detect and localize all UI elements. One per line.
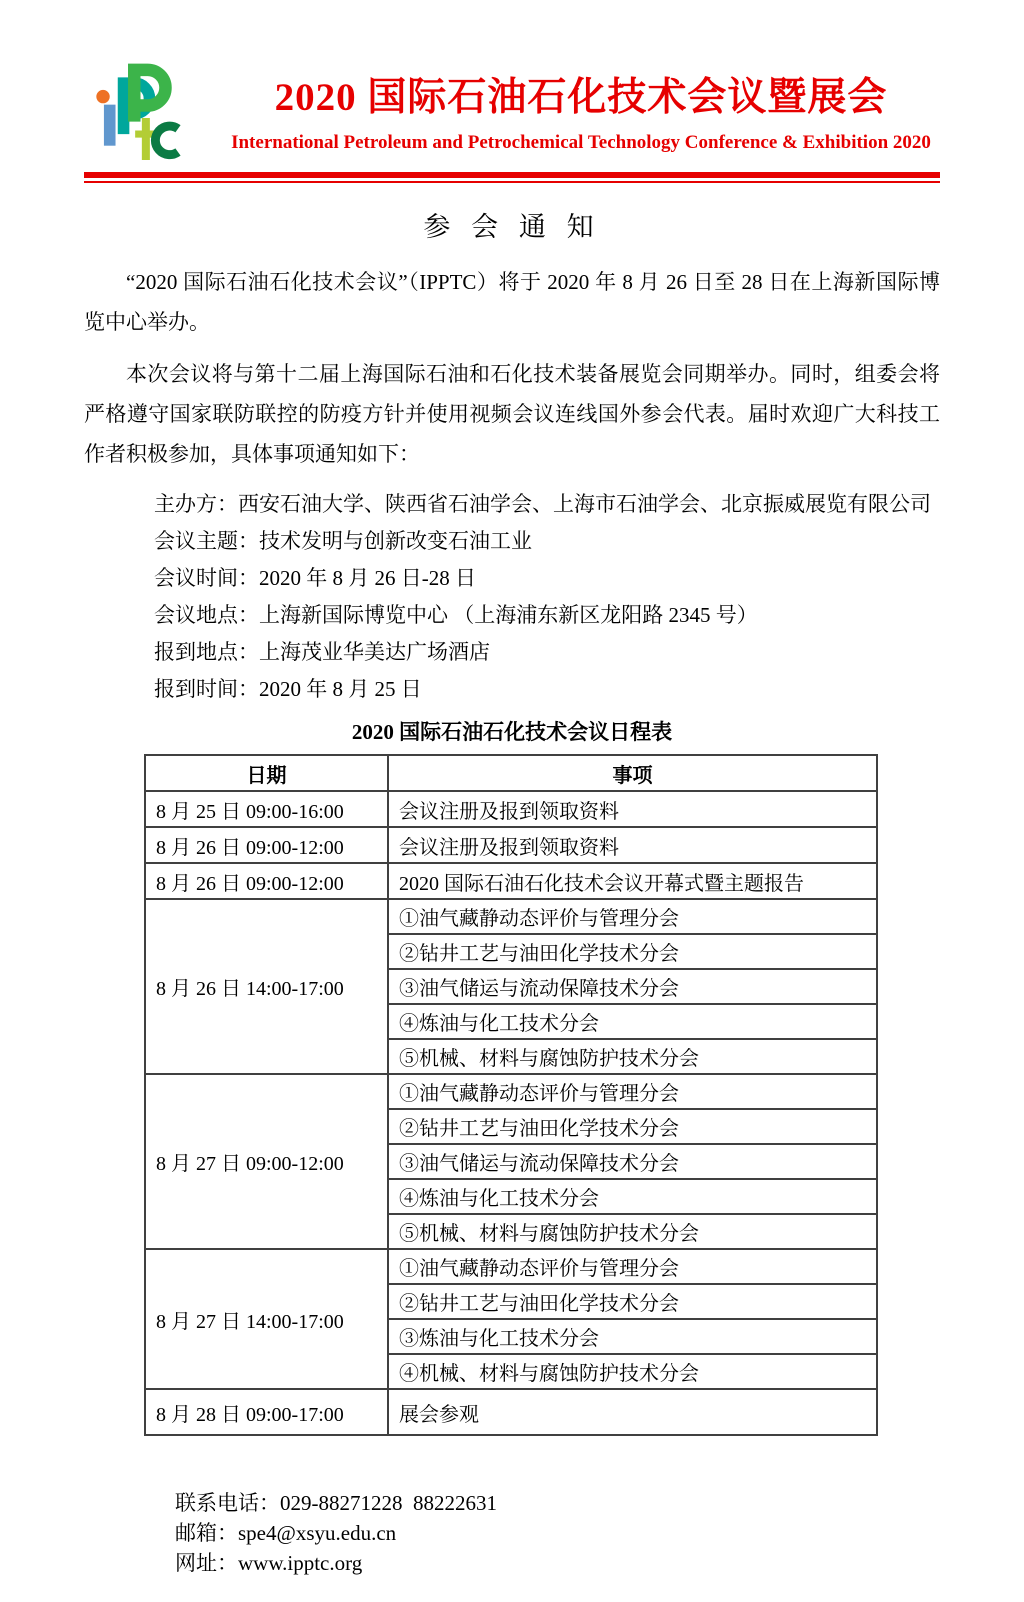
contact-phone: 联系电话：029-88271228 88222631: [175, 1491, 497, 1515]
conference-notice-page: [0, 52, 1024, 1575]
schedule-item-cell: ④炼油与化工技术分会: [388, 1004, 877, 1039]
notice-detail-line: 报到地点：上海茂业华美达广场酒店: [154, 640, 490, 664]
contact-website: 网址：www.ipptc.org: [175, 1551, 363, 1575]
schedule-item-cell: 2020 国际石油石化技术会议开幕式暨主题报告: [388, 863, 877, 899]
notice-detail-line: 主办方：西安石油大学、陕西省石油学会、上海市石油学会、北京振威展览有限公司: [154, 492, 931, 516]
schedule-date-cell: 8 月 27 日 09:00-12:00: [145, 1074, 388, 1249]
schedule-row: [145, 863, 877, 899]
schedule-date-cell: 8 月 26 日 14:00-17:00: [145, 899, 388, 1074]
schedule-date-cell: 8 月 26 日 09:00-12:00: [145, 827, 388, 863]
notice-detail-line: 会议主题：技术发明与创新改变石油工业: [154, 529, 532, 553]
header-divider: [84, 172, 940, 183]
schedule-item-cell: ④机械、材料与腐蚀防护技术分会: [388, 1354, 877, 1389]
notice-detail-line: 会议时间：2020 年 8 月 26 日-28 日: [154, 566, 476, 590]
schedule-header-row: [145, 755, 877, 791]
schedule-table: [144, 754, 878, 1436]
schedule-row: [145, 827, 877, 863]
schedule-item-cell: 会议注册及报到领取资料: [388, 827, 877, 863]
schedule-col-date: 日期: [145, 755, 388, 791]
schedule-item-cell: ④炼油与化工技术分会: [388, 1179, 877, 1214]
schedule-date-cell: 8 月 26 日 09:00-12:00: [145, 863, 388, 899]
schedule-row: [145, 1389, 877, 1435]
page-header: [84, 52, 940, 168]
schedule-item-cell: 会议注册及报到领取资料: [388, 791, 877, 827]
schedule-item-cell: ⑤机械、材料与腐蚀防护技术分会: [388, 1039, 877, 1074]
schedule-col-item: 事项: [388, 755, 877, 791]
notice-details: [154, 486, 940, 708]
conference-title-en: International Petroleum and Petrochemical Technology Conference & Exhibition 2020: [231, 132, 931, 153]
notice-paragraph: 本次会议将与第十二届上海国际石油和石化技术装备展览会同期举办。同时，组委会将严格遵守国家联防联控的防疫方针并使用视频会议连线国外参会代表。届时欢迎广大科技工作者积极参加，具体事项通知如下：: [84, 362, 940, 466]
header-titles: [222, 52, 940, 168]
ipptc-logo-icon: [84, 52, 222, 168]
schedule-item-cell: 展会参观: [388, 1389, 877, 1435]
schedule-row: [145, 791, 877, 827]
schedule-item-cell: ③油气储运与流动保障技术分会: [388, 969, 877, 1004]
notice-paragraph: “2020 国际石油石化技术会议”（IPPTC）将于 2020 年 8 月 26 日至 28 日在上海新国际博览中心举办。: [84, 270, 940, 334]
conference-title-zh: 2020 国际石油石化技术会议暨展会: [274, 76, 888, 119]
divider-thick-line: [84, 172, 940, 178]
schedule-item-cell: ①油气藏静动态评价与管理分会: [388, 1249, 877, 1284]
schedule-row: [145, 1249, 877, 1284]
schedule-item-cell: ③油气储运与流动保障技术分会: [388, 1144, 877, 1179]
notice-heading: 参 会 通 知: [423, 212, 601, 242]
schedule-title: 2020 国际石油石化技术会议日程表: [351, 720, 673, 744]
schedule-date-cell: 8 月 25 日 09:00-16:00: [145, 791, 388, 827]
schedule-date-cell: 8 月 27 日 14:00-17:00: [145, 1249, 388, 1389]
schedule-item-cell: ②钻井工艺与油田化学技术分会: [388, 934, 877, 969]
schedule-row: [145, 899, 877, 934]
notice-paragraphs: [84, 262, 940, 474]
logo-i-dot: [96, 90, 109, 103]
schedule-item-cell: ②钻井工艺与油田化学技术分会: [388, 1284, 877, 1319]
contact-line: [154, 1462, 940, 1602]
schedule-item-cell: ①油气藏静动态评价与管理分会: [388, 899, 877, 934]
schedule-item-cell: ②钻井工艺与油田化学技术分会: [388, 1109, 877, 1144]
schedule-item-cell: ①油气藏静动态评价与管理分会: [388, 1074, 877, 1109]
schedule-item-cell: ③炼油与化工技术分会: [388, 1319, 877, 1354]
logo-letter-c: [155, 126, 178, 155]
notice-detail-line: 报到时间：2020 年 8 月 25 日: [154, 677, 422, 701]
notice-detail-line: 会议地点：上海新国际博览中心 （上海浦东新区龙阳路 2345 号）: [154, 603, 758, 627]
logo-letter-i: [104, 105, 116, 146]
schedule-row: [145, 1074, 877, 1109]
schedule-item-cell: ⑤机械、材料与腐蚀防护技术分会: [388, 1214, 877, 1249]
schedule-date-cell: 8 月 28 日 09:00-17:00: [145, 1389, 388, 1435]
contact-email: 邮箱：spe4@xsyu.edu.cn: [175, 1521, 397, 1545]
divider-thin-line: [84, 181, 940, 183]
